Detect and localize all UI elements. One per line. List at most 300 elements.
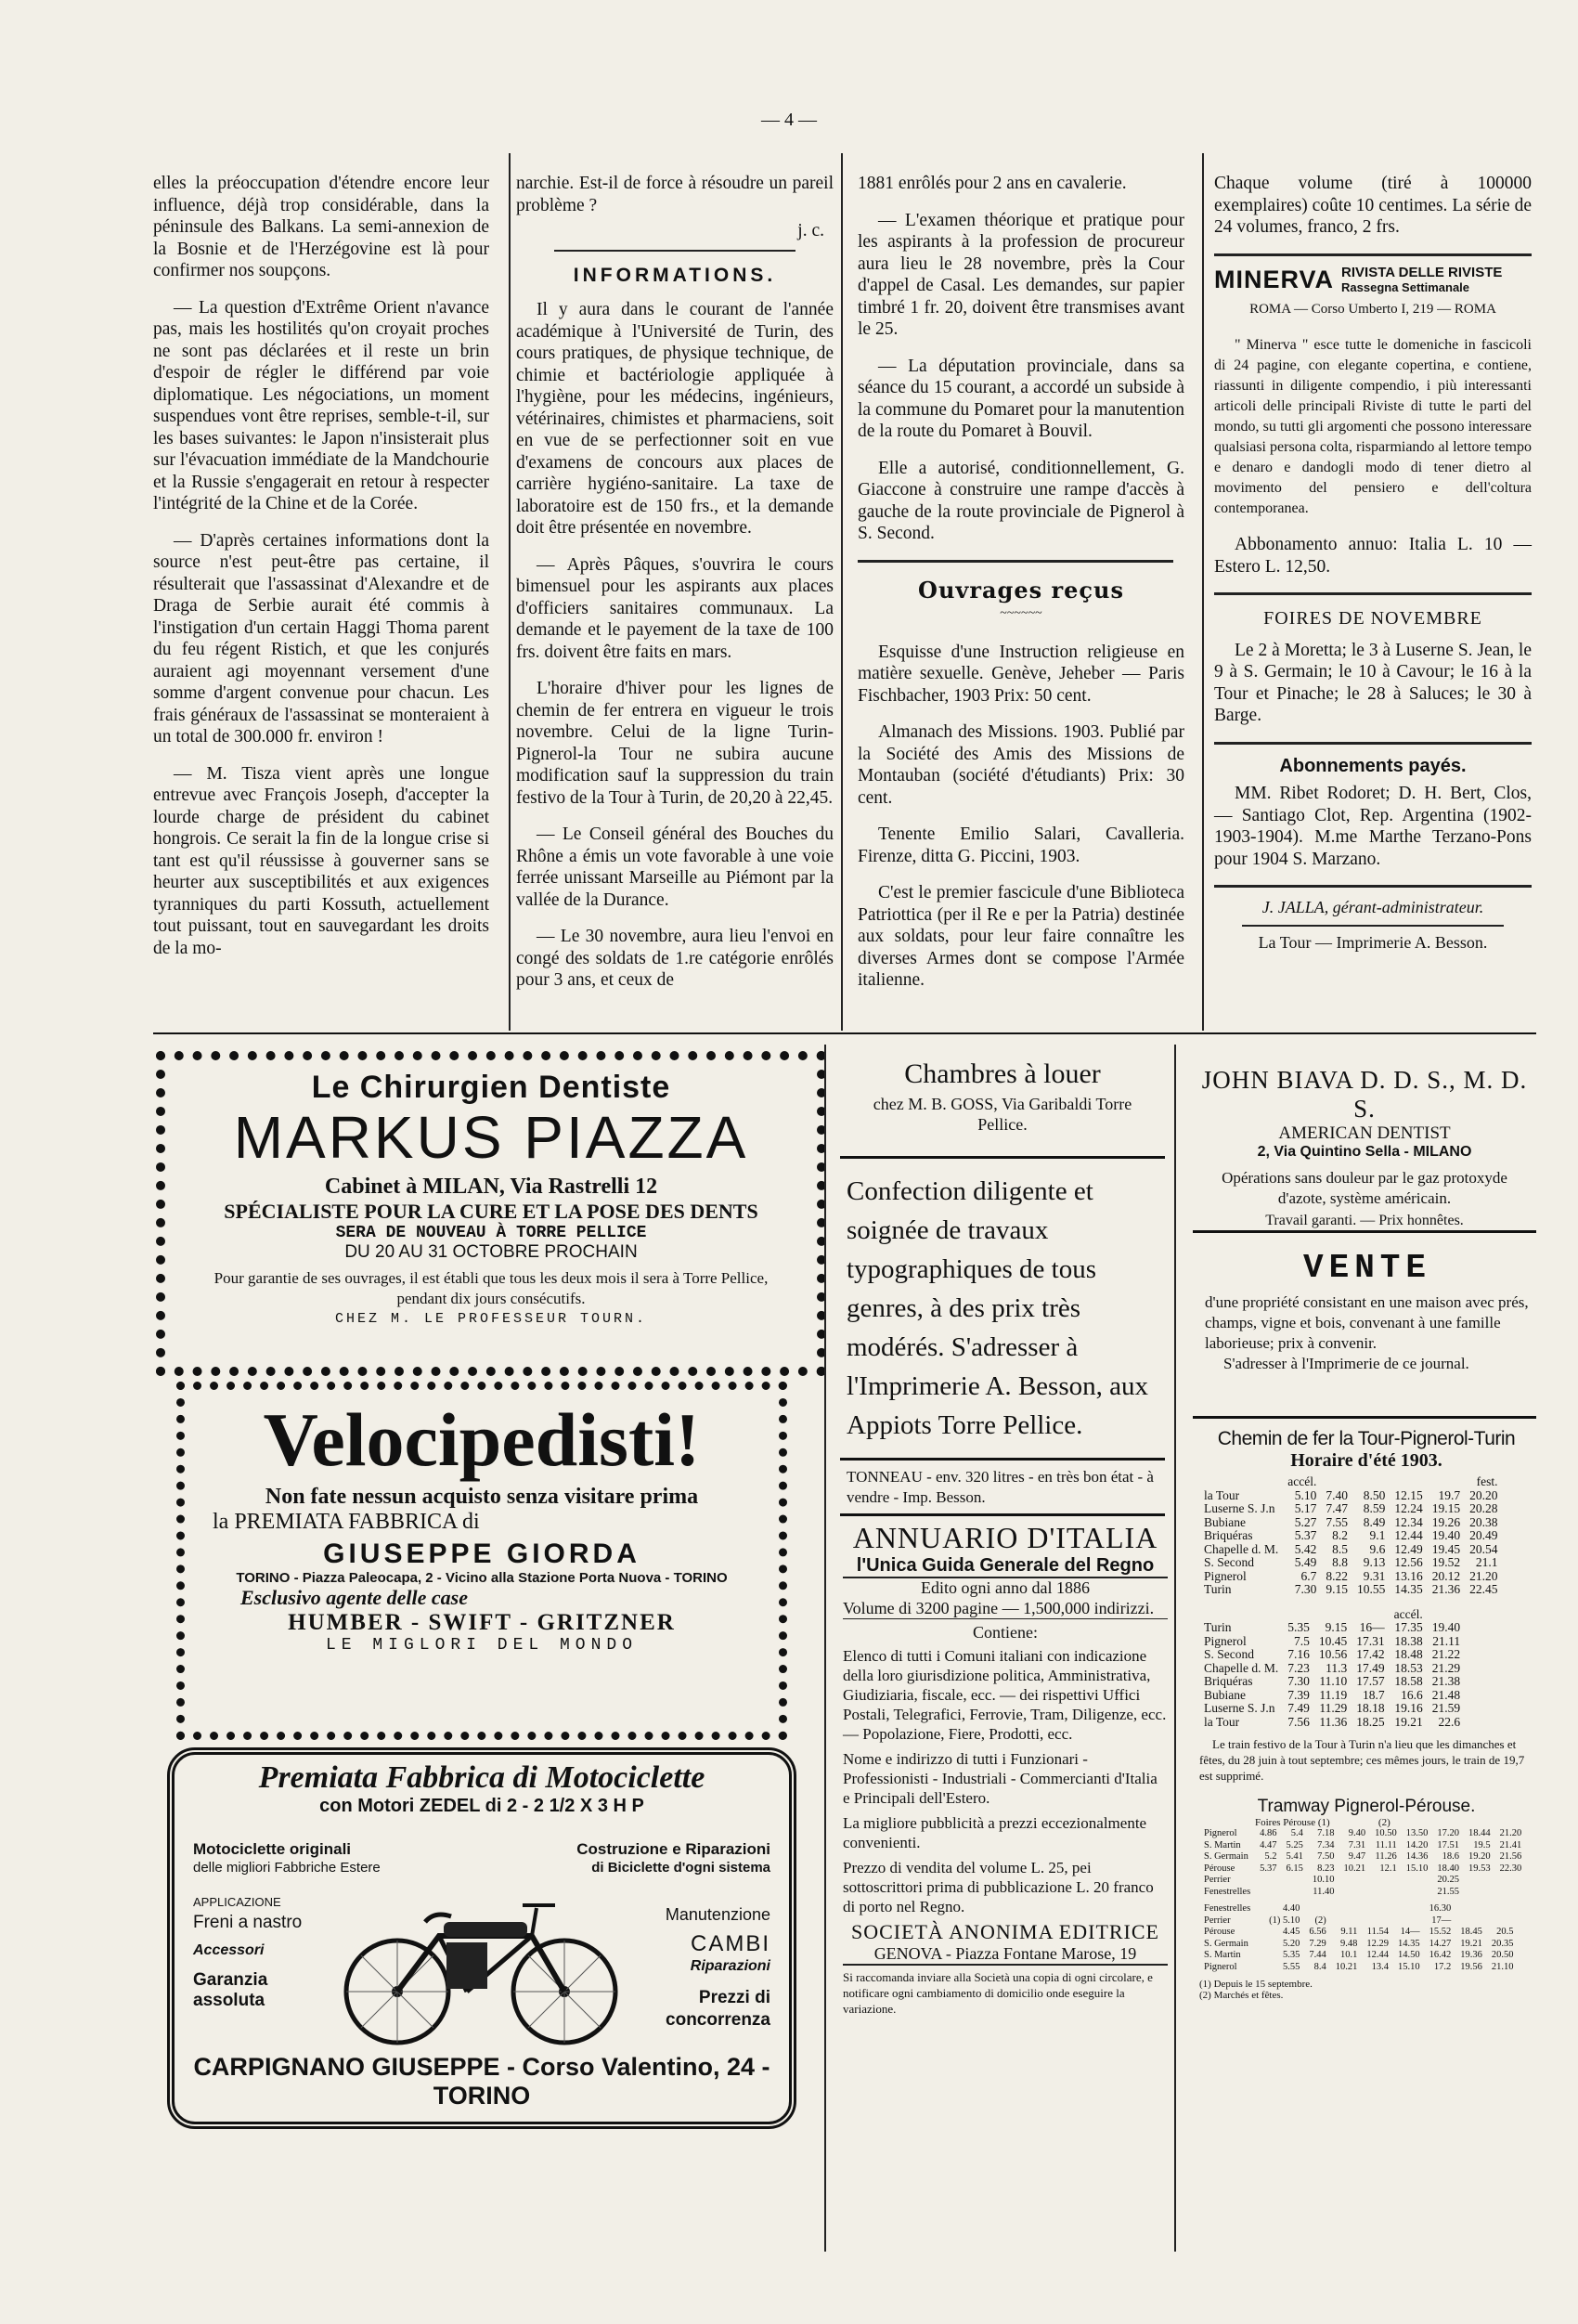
time-cell: 5.42 (1294, 1541, 1317, 1556)
time-cell: 12.29 (1366, 1938, 1390, 1949)
timetable-row (1199, 1903, 1519, 1915)
time-cell: 18.58 (1394, 1674, 1423, 1688)
time-cell: 21.11 (1432, 1633, 1461, 1648)
time-cell: 12.44 (1394, 1528, 1423, 1542)
time-cell (1455, 1903, 1487, 1915)
time-cell: 21.20 (1499, 1828, 1522, 1838)
time-cell: 19.5 (1473, 1839, 1491, 1850)
article-column-2 (516, 173, 834, 1006)
timetable-row (1199, 1556, 1502, 1570)
station-cell: Pérouse (1204, 1863, 1235, 1874)
paragraph: Elle a autorisé, conditionnellement, G. Giaccone à construire une rampe d'accès à gauche de la route provinciale de Pignerol à S. Second. (858, 458, 1184, 543)
time-cell: 14.35 (1394, 1582, 1423, 1596)
time-cell: 9.11 (1340, 1927, 1358, 1937)
annuario-title: ANNUARIO D'ITALIA (852, 1521, 1158, 1554)
time-cell: 12.1 (1379, 1863, 1397, 1874)
time-cell: 9.47 (1348, 1851, 1366, 1862)
time-cell: 7.23 (1287, 1660, 1310, 1675)
time-cell: 11.3 (1326, 1660, 1348, 1675)
rule (840, 1513, 1165, 1516)
timetable-row (1199, 1716, 1465, 1730)
time-cell (1352, 1608, 1389, 1622)
vente-title: VENTE (1302, 1249, 1432, 1287)
time-cell: 21.10 (1491, 1961, 1514, 1972)
column-rule (841, 153, 843, 1031)
station-cell: Chapelle d. M. (1204, 1541, 1279, 1556)
time-cell: 8.2 (1332, 1528, 1348, 1542)
article-column-4 (1214, 173, 1532, 954)
velo-line2: la PREMIATA FABBRICA di (213, 1510, 480, 1534)
timetable-down (1199, 1608, 1465, 1730)
time-cell: 10.55 (1356, 1582, 1386, 1596)
station-cell: la Tour (1204, 1487, 1240, 1502)
time-cell (1402, 1875, 1433, 1887)
time-cell: 10.21 (1343, 1863, 1366, 1874)
time-cell (1255, 1927, 1264, 1939)
time-cell: 17— (1431, 1915, 1452, 1926)
rule (858, 560, 1173, 563)
time-cell: 9.31 (1363, 1568, 1386, 1583)
station-cell: Pignerol (1204, 1568, 1247, 1583)
station-cell: S. Second (1204, 1555, 1254, 1569)
abonnements-text: MM. Ribet Rodoret; D. H. Bert, Clos, — Santiago Clot, Rep. Argentina (1902-1903-1904). M.me Marthe Terzano-Pons pour 1904 S. Marzano. (1214, 784, 1532, 869)
book-entry: Almanach des Missions. 1903. Publié par la Société des Amis des Missions de Montauban (société d'étudiants) Prix: 30 cent. (858, 722, 1184, 808)
time-cell: 21.55 (1437, 1886, 1460, 1897)
time-cell: 17.35 (1394, 1620, 1423, 1634)
abonnements-title: Abonnements payés. (1279, 755, 1467, 776)
time-cell: 18.53 (1394, 1660, 1423, 1675)
dentist-sera: SERA DE NOUVEAU À TORRE PELLICE (335, 1224, 647, 1242)
time-cell: 21.22 (1431, 1647, 1461, 1661)
timetable (1199, 1428, 1533, 2001)
station-cell: Briquéras (1204, 1528, 1253, 1542)
station-cell: S. Second (1204, 1647, 1254, 1661)
time-cell: 5.37 (1260, 1863, 1277, 1874)
biava-name: JOHN BIAVA D. D. S., M. D. S. (1201, 1066, 1528, 1123)
time-cell: 5.17 (1294, 1501, 1317, 1515)
paragraph: — Le Conseil général des Bouches du Rhône a émis un vote favorable à une voie ferrée unissant Marseille au Piémont par la vallée de la Durance. (516, 824, 834, 910)
dentist-chez: CHEZ M. LE PROFESSEUR TOURN. (334, 1311, 648, 1327)
time-cell: 20.5 (1496, 1927, 1514, 1937)
time-cell: 20.20 (1469, 1487, 1498, 1502)
moto-left2: delle migliori Fabbriche Estere (193, 1860, 381, 1876)
station-cell (1199, 1475, 1283, 1489)
tram-title: Tramway Pignerol-Pérouse. (1257, 1797, 1476, 1816)
velo-line1: Non fate nessun acquisto senza visitare prima (265, 1485, 699, 1509)
time-cell: 12.34 (1394, 1514, 1423, 1529)
timetable-row (1199, 1570, 1502, 1584)
time-cell: (2) (1314, 1915, 1326, 1926)
moto-left1: Motociclette originali (193, 1840, 352, 1858)
paragraph: — Le 30 novembre, aura lieu l'envoi en congé des soldats de 1.re catégorie enrôlés pour 3 ans, et ceux de (516, 927, 834, 990)
timetable-header-row (1199, 1475, 1502, 1489)
timetable-note: Le train festivo de la Tour à Turin n'a lieu que les dimanches et fêtes, du 28 juin à tout septembre; ces mêmes jours, le train de 19,7 est supprimé. (1199, 1737, 1525, 1783)
ouvrages-heading: Ouvrages reçus (918, 576, 1124, 604)
dentist-cabinet: Cabinet à MILAN, Via Rastrelli 12 (324, 1175, 658, 1199)
time-cell (1464, 1887, 1495, 1899)
time-cell: 5.20 (1283, 1938, 1300, 1949)
dentist-dates: DU 20 AU 31 OCTOBRE PROCHAIN (344, 1242, 638, 1262)
time-cell: 17.20 (1437, 1828, 1460, 1838)
time-cell (1304, 1903, 1330, 1915)
timetable-row (1199, 1915, 1519, 1928)
time-cell (1495, 1887, 1527, 1899)
time-cell: 19.36 (1460, 1950, 1482, 1960)
annuario-genova: GENOVA - Piazza Fontane Marose, 19 (843, 1944, 1168, 1966)
time-cell: 19.15 (1431, 1501, 1461, 1515)
time-cell: 18.18 (1356, 1701, 1385, 1715)
biava-text: Opérations sans douleur par le gaz protoxyde d'azote, système américain. (1222, 1169, 1507, 1207)
station-cell: S. Germain (1204, 1938, 1248, 1949)
tram-foot2: (2) Marchés et fêtes. (1199, 1990, 1284, 2001)
timetable-row (1199, 1648, 1465, 1662)
annuario-item: Prezzo di vendita del volume L. 25, pei sottoscrittori prima di pubblicazione L. 20 franco di porto nel Regno. (843, 1859, 1154, 1915)
rule (1193, 1230, 1536, 1233)
time-cell: 7.30 (1287, 1674, 1310, 1688)
time-cell (1352, 1475, 1390, 1489)
time-cell (1339, 1887, 1371, 1899)
time-cell: accél. (1287, 1474, 1317, 1488)
time-cell: 7.55 (1326, 1514, 1348, 1529)
time-cell (1428, 1475, 1465, 1489)
time-cell: 5.35 (1287, 1620, 1310, 1634)
time-cell: 21.48 (1431, 1687, 1461, 1702)
time-cell (1314, 1608, 1352, 1622)
ad-tonneau: TONNEAU - env. 320 litres - en très bon état - à vendre - Imp. Besson. (847, 1468, 1154, 1506)
time-cell: 11.26 (1375, 1851, 1397, 1862)
time-cell: 21.56 (1499, 1851, 1522, 1862)
time-cell: 19.40 (1431, 1528, 1461, 1542)
time-cell: 11.40 (1313, 1886, 1335, 1897)
minerva-text: " Minerva " esce tutte le domeniche in fascicoli di 24 pagine, con elegante copertina, e contiene, riassunti in diligente compendio, i più interessanti articoli delle principali Riviste di tutte le parti del mondo, su tutti gli argomenti che possono interessare qualsiasi persona colta, risparmiando al lettore tempo e denaro e dandogli modo di tener dietro al movimento del pensiero e dell'coltura contemporanea. (1214, 337, 1532, 516)
time-cell (1255, 1875, 1281, 1887)
timetable-header-row (1199, 1608, 1465, 1622)
velo-agent: Esclusivo agente delle case (240, 1586, 469, 1609)
time-cell: 12.49 (1394, 1541, 1423, 1556)
time-cell: 12.15 (1394, 1487, 1423, 1502)
time-cell: 6.56 (1309, 1927, 1326, 1937)
time-cell: 11.29 (1319, 1701, 1348, 1715)
minerva-header (1214, 266, 1532, 295)
time-cell: 8.49 (1363, 1514, 1386, 1529)
station-cell: Briquéras (1204, 1674, 1253, 1688)
time-cell: accél. (1393, 1606, 1423, 1621)
rule (840, 1458, 1165, 1461)
article-column-1 (153, 173, 489, 974)
time-cell: 19.45 (1431, 1541, 1461, 1556)
time-cell: 5.41 (1286, 1851, 1303, 1862)
page-number: — 4 — (761, 110, 817, 130)
station-cell: Perrier (1204, 1875, 1231, 1885)
tram-up (1199, 1828, 1526, 1898)
paragraph: — Après Pâques, s'ouvrira le cours bimensuel pour les aspirants aux places d'officiers sanitaires communaux. La demande et le payement de la taxe de 100 frs. doivent être faits en mars. (516, 554, 834, 662)
time-cell: 21.38 (1431, 1674, 1461, 1688)
time-cell (1390, 1475, 1427, 1489)
time-cell: 10.56 (1318, 1647, 1348, 1661)
time-cell: 10.50 (1375, 1828, 1397, 1838)
time-cell: 17.42 (1356, 1647, 1385, 1661)
time-cell: 14.35 (1398, 1938, 1420, 1949)
timetable-row (1199, 1939, 1519, 1951)
paragraph: — D'après certaines informations dont la source n'est peut-être pas certaine, il résulterait que l'assassinat d'Alexandre et de Draga de Serbie aurait été commis à l'instigation d'un certain Haggi Thoma parent du feu régent Ristich, et que les conjurés auraient agi moyennant versement d'une somme d'argent convenue pour chacun. Les frais généraux de l'assassinat se monteraient à un total de 300.000 fr. environ ! (153, 530, 489, 747)
moto-cambi: CAMBI (690, 1931, 770, 1956)
time-cell (1255, 1962, 1264, 1974)
time-cell: 8.23 (1317, 1863, 1335, 1874)
station-cell: Bubiane (1204, 1514, 1246, 1529)
time-cell: 14.20 (1405, 1839, 1429, 1850)
timetable-row (1199, 1689, 1465, 1703)
timetable-row (1199, 1863, 1526, 1876)
time-cell: 7.34 (1317, 1839, 1335, 1850)
moto-freni: Freni a nastro (193, 1913, 303, 1932)
rule (554, 250, 795, 252)
timetable-row (1199, 1875, 1526, 1887)
gerant: J. JALLA, gérant-administrateur. (1261, 898, 1484, 916)
annuario-volume: Volume di 3200 pagine — 1,500,000 indirizzi. (843, 1598, 1168, 1619)
time-cell: 21.41 (1499, 1839, 1522, 1850)
timetable-row (1199, 1516, 1502, 1530)
rule (1214, 885, 1532, 888)
time-cell: 20.12 (1431, 1568, 1461, 1583)
station-cell: Luserne S. J.n (1204, 1501, 1275, 1515)
time-cell: 7.16 (1287, 1647, 1310, 1661)
timetable-row (1199, 1635, 1465, 1649)
chambres-title: Chambres à louer (904, 1058, 1101, 1089)
book-entry: Esquisse d'une Instruction religieuse en matière sexuelle. Genève, Jeheber — Paris Fischbacher, 1903 Prix: 50 cent. (858, 642, 1184, 706)
time-cell (1321, 1475, 1352, 1489)
time-cell: 4.86 (1260, 1828, 1277, 1838)
biava-garanti: Travail garanti. — Prix honnêtes. (1265, 1213, 1464, 1228)
biava-sub: AMERICAN DENTIST (1278, 1123, 1451, 1143)
paragraph: Il y aura dans le courant de l'année académique à l'Université de Turin, des cours pratiques, de physique technique, de chimie et bactériologie appliquée à l'hygiène, pour les médecins, ingénieurs, vétérinaires, chimistes et pharmaciens, soit en vue de se perfectionner soit en vue d'examens de concours aux places de carrière hygiéno-sanitaire. La taxe de laboratoire est de 150 frs., et la demande doit être présentée en novembre. (516, 300, 834, 538)
time-cell: 11.54 (1366, 1927, 1390, 1937)
time-cell: 9.15 (1326, 1582, 1348, 1596)
time-cell (1428, 1608, 1465, 1622)
time-cell: 9.1 (1369, 1528, 1386, 1542)
paragraph: narchie. Est-il de force à résoudre un pareil problème ? (516, 174, 834, 215)
time-cell: 7.30 (1294, 1582, 1317, 1596)
ad-annuario (843, 1521, 1168, 2017)
time-cell: 8.4 (1313, 1961, 1326, 1972)
time-cell: 10.10 (1312, 1875, 1335, 1885)
velo-maker: GIUSEPPE GIORDA (323, 1539, 640, 1569)
ad-velocipedisti (176, 1382, 787, 1740)
moto-title: Premiata Fabbrica di Motociclette (258, 1760, 705, 1795)
annuario-edito: Edito ogni anno dal 1886 (921, 1578, 1090, 1597)
time-cell: 19.53 (1468, 1863, 1491, 1874)
time-cell: 11.19 (1319, 1687, 1348, 1702)
time-cell (1362, 1915, 1393, 1928)
timetable-row (1199, 1543, 1502, 1557)
ad-confection: Confection diligente et soignée de travaux typographiques de tous genres, à des prix très modérés. S'adresser à l'Imprimerie A. Besson, aux Appiots Torre Pellice. (847, 1176, 1148, 1440)
velo-address: TORINO - Piazza Paleocapa, 2 - Vicino alla Stazione Porta Nuova - TORINO (236, 1570, 728, 1586)
velo-brands: HUMBER - SWIFT - GRITZNER (288, 1610, 676, 1635)
station-cell: Luserne S. J.n (1204, 1701, 1275, 1715)
time-cell: 6.15 (1286, 1863, 1303, 1874)
paragraph: — M. Tisza vient après une longue entrevue avec François Joseph, d'accepter la lourde charge de président du cabinet hongrois. Ce serait la fin de la longue crise si tant est qu'il réussisse à gouverner sans se heurter aux susceptibilités et aux exigences tyranniques du parti Kossuth, actuellement tout puissant, tout en sauvegardant les droits de la mo- (153, 763, 489, 958)
time-cell: 13.16 (1394, 1568, 1423, 1583)
timetable-row (1199, 1502, 1502, 1516)
biava-addr: 2, Via Quintino Sella - MILANO (1257, 1144, 1472, 1160)
station-cell: S. Germain (1204, 1851, 1248, 1862)
time-cell: 21.36 (1431, 1582, 1461, 1596)
time-cell: 7.5 (1294, 1633, 1310, 1648)
time-cell: 7.40 (1326, 1487, 1348, 1502)
time-cell: 4.40 (1283, 1903, 1300, 1914)
informations-heading: INFORMATIONS. (573, 264, 777, 286)
timetable-row (1199, 1662, 1465, 1676)
time-cell (1393, 1903, 1425, 1915)
ad-biava (1193, 1066, 1536, 1229)
dentist-text: Pour garantie de ses ouvrages, il est établi que tous les deux mois il sera à Torre Pellice, pendant dix jours consécutifs. (213, 1269, 769, 1307)
timetable-row (1199, 1840, 1526, 1852)
time-cell (1455, 1915, 1487, 1928)
station-cell: Pignerol (1204, 1961, 1237, 1972)
moto-ripar: Riparazioni (690, 1958, 770, 1974)
ad-vente (1205, 1249, 1530, 1374)
abbonamento: Abbonamento annuo: Italia L. 10 — Estero L. 12,50. (1214, 535, 1532, 577)
station-cell: Pignerol (1204, 1828, 1237, 1838)
column-rule (1202, 153, 1204, 1031)
time-cell: 19.40 (1431, 1620, 1461, 1634)
time-cell (1283, 1608, 1314, 1622)
time-cell: 7.44 (1309, 1950, 1326, 1960)
moto-right-features (631, 1903, 770, 2032)
paragraph: 1881 enrôlés pour 2 ans en cavalerie. (858, 174, 1127, 193)
timetable-row (1199, 1489, 1502, 1503)
time-cell: 8.50 (1363, 1487, 1386, 1502)
annuario-contiene: Contiene: (973, 1623, 1038, 1642)
velo-best: LE MIGLORI DEL MONDO (325, 1636, 639, 1655)
time-cell: 9.13 (1363, 1555, 1386, 1569)
article-column-3: 1881 enrôlés pour 2 ans en cavalerie. — L'examen théorique et pratique pour les aspirants à la profession de procureur aura lieu le 28 novembre, près la Cour d'appel de Casal. Les demandes, sur papier timbré 1 fr. 20, doivent être transmises avant le 25. — La députation provinciale, dans sa séance du 15 courant, a accordé un subside à la commune du Pomaret pour la manutention de la route du Pomaret à Bouvil. Elle a autorisé, conditionnellement, G. Giaccone à construire une rampe d'accès à gauche de la route provinciale de Pignerol à S. Second. Ouvrages reçus ~~~~~~ Esquisse d'une Instruction religieuse en matière sexuelle. Genève, Jeheber — Paris Fischbacher, 1903 Prix: 50 cent. Almanach des Missions. 1903. Publié par la Société des Amis des Missions de Montauban (société d'étudiants) Prix: 30 cent. Tenente Emilio Salari, Cavalleria. Firenze, ditta G. Piccini, 1903. C'est le premier fascicule d'une Biblioteca Patriottica (per il Re e per la Patria) destinée aux soldats, pour leur faire connaître les diverses Armes dont se compose l'Armée italienne. (858, 174, 1184, 990)
time-cell: 13.4 (1371, 1961, 1390, 1972)
rule (1242, 925, 1504, 927)
time-cell: 4.45 (1283, 1927, 1300, 1937)
moto-right-text (557, 1840, 770, 1877)
time-cell: 18.6 (1442, 1851, 1460, 1862)
book-entry: C'est le premier fascicule d'une Biblioteca Patriottica (per il Re e per la Patria) destinée aux soldats, pour leur faire connaître les diverses Armes dont se compose l'Armée italienne. (858, 883, 1184, 990)
timetable-row (1199, 1675, 1465, 1689)
time-cell: 18.25 (1356, 1714, 1385, 1729)
minerva-sub1: RIVISTA DELLE RIVISTE (1341, 264, 1503, 280)
time-cell: 11.11 (1375, 1839, 1397, 1850)
moto-right2: di Biciclette d'ogni sistema (591, 1860, 770, 1876)
time-cell: 21.59 (1431, 1701, 1461, 1715)
time-cell: 22.30 (1499, 1863, 1522, 1874)
minerva-address: ROMA — Corso Umberto I, 219 — ROMA (1249, 301, 1496, 317)
time-cell: 7.31 (1348, 1839, 1366, 1850)
annuario-societa: SOCIETÀ ANONIMA EDITRICE (851, 1920, 1159, 1943)
time-cell: 17.2 (1433, 1961, 1452, 1972)
time-cell: 10.21 (1335, 1961, 1358, 1972)
time-cell: 5.55 (1283, 1961, 1300, 1972)
time-cell (1331, 1903, 1363, 1915)
time-cell (1339, 1875, 1371, 1887)
time-cell: 20.35 (1491, 1938, 1514, 1949)
time-cell: 20.38 (1469, 1514, 1498, 1529)
motorcycle-illustration (337, 1885, 625, 2052)
time-cell: 6.7 (1300, 1568, 1317, 1583)
moto-accessori: Accessori (193, 1942, 265, 1958)
rule (840, 1156, 1165, 1159)
timetable-title: Chemin de fer la Tour-Pignerol-Turin (1217, 1428, 1516, 1449)
ad-dentist (156, 1051, 826, 1376)
timetable-row (1199, 1583, 1502, 1597)
rule (1214, 742, 1532, 745)
moto-appl: APPLICAZIONE (193, 1895, 281, 1909)
time-cell: 9.6 (1369, 1541, 1386, 1556)
time-cell: 14— (1400, 1927, 1420, 1937)
time-cell (1464, 1875, 1495, 1887)
time-cell: 5.25 (1286, 1839, 1303, 1850)
moto-right1: Costruzione e Riparazioni (576, 1840, 770, 1858)
time-cell: 20.50 (1491, 1950, 1514, 1960)
time-cell: 8.8 (1332, 1555, 1348, 1569)
vente-contact: S'adresser à l'Imprimerie de ce journal. (1223, 1355, 1469, 1372)
section-divider (153, 1032, 1536, 1034)
time-cell: 17.49 (1356, 1660, 1385, 1675)
column-rule (509, 153, 511, 1031)
timetable-row (1199, 1621, 1465, 1635)
dentist-line1: Le Chirurgien Dentiste (311, 1070, 671, 1105)
rule (1214, 253, 1532, 256)
time-cell: 18.48 (1394, 1647, 1423, 1661)
station-cell: la Tour (1204, 1714, 1240, 1729)
time-cell: 8.22 (1326, 1568, 1348, 1583)
time-cell: 19.21 (1394, 1714, 1423, 1729)
time-cell: 21.1 (1475, 1555, 1498, 1569)
timetable-row (1199, 1529, 1502, 1543)
time-cell: 19.52 (1431, 1555, 1461, 1569)
time-cell: 10.1 (1340, 1950, 1358, 1960)
time-cell: 20.49 (1469, 1528, 1498, 1542)
time-cell: 14.27 (1429, 1938, 1452, 1949)
time-cell: 15.10 (1405, 1863, 1429, 1874)
time-cell: 8.59 (1363, 1501, 1386, 1515)
tram-head: Foires Pérouse (1) (2) (1255, 1817, 1390, 1828)
time-cell: 11.10 (1319, 1674, 1348, 1688)
time-cell: 17.31 (1356, 1633, 1385, 1648)
time-cell: 18.40 (1437, 1863, 1460, 1874)
moto-motors: con Motori ZEDEL di 2 - 2 1/2 X 3 H P (319, 1796, 644, 1816)
moto-left-text (193, 1840, 397, 1877)
timetable-row (1199, 1950, 1519, 1962)
timetable-row (1199, 1962, 1519, 1974)
time-cell: 19.21 (1460, 1938, 1482, 1949)
station-cell: S. Martin (1204, 1950, 1241, 1960)
time-cell (1402, 1887, 1433, 1899)
station-cell: S. Martin (1204, 1839, 1241, 1850)
annuario-item: Nome e indirizzo di tutti i Funzionari - Professionisti - Industriali - Commercianti d'Italia e Principali dell'Estero. (843, 1750, 1158, 1807)
time-cell (1487, 1903, 1519, 1915)
time-cell: 5.35 (1283, 1950, 1300, 1960)
time-cell: 16.30 (1429, 1903, 1452, 1914)
station-cell: Pérouse (1204, 1927, 1235, 1937)
annuario-subtitle: l'Unica Guida Generale del Regno (843, 1555, 1168, 1578)
time-cell: 12.24 (1394, 1501, 1423, 1515)
time-cell: 18.45 (1460, 1927, 1482, 1937)
paragraph: elles la préoccupation d'étendre encore leur influence, déjà trop considérable, dans la péninsule des Balkans. La semi-annexion de la Bosnie et de l'Herzégovine est là pour confirmer nos soupçons. (153, 174, 489, 280)
time-cell: 5.27 (1294, 1514, 1317, 1529)
time-cell (1255, 1950, 1264, 1962)
time-cell: 12.44 (1366, 1950, 1390, 1960)
time-cell: 22.6 (1438, 1714, 1461, 1729)
station-cell: Chapelle d. M. (1204, 1660, 1279, 1675)
time-cell (1370, 1875, 1402, 1887)
imprimerie: La Tour — Imprimerie A. Besson. (1258, 932, 1488, 952)
time-cell: 19.26 (1431, 1514, 1461, 1529)
